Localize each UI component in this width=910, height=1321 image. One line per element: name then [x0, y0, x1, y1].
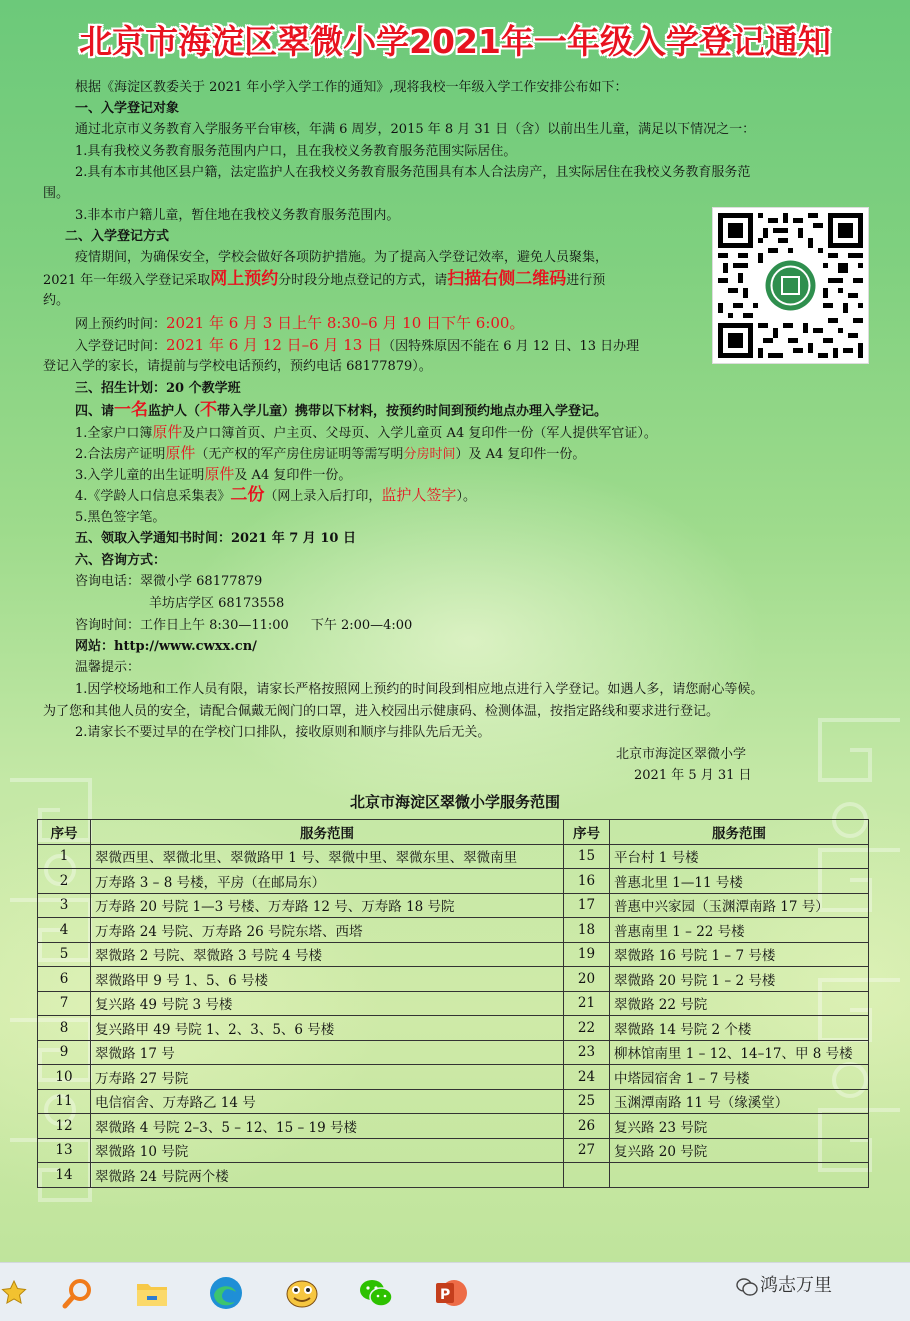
row-number: 10: [38, 1065, 91, 1090]
file-explorer-icon[interactable]: [134, 1275, 170, 1311]
row-number: [564, 1163, 610, 1188]
table-row: [38, 1138, 869, 1163]
row-number: 1: [38, 844, 91, 869]
row-range: 翠微路 2 号院、翠微路 3 号院 4 号楼: [91, 942, 564, 967]
qr-code-icon: [718, 213, 863, 358]
row-range: 电信宿舍、万寿路乙 14 号: [91, 1089, 564, 1114]
section-1-item: 1.具有我校义务教育服务范围内户口，且在我校义务教育服务范围实际居住。: [75, 144, 517, 159]
online-booking-time: 网上预约时间：2021 年 6 月 3 日上午 8:30–6 月 10 日下午 6:00。: [75, 314, 525, 332]
row-number: 27: [564, 1138, 610, 1163]
header-range: 服务范围: [610, 820, 869, 845]
row-number: 9: [38, 1040, 91, 1065]
section-2-paragraph: 2021 年一年级入学登记采取网上预约分时段分地点登记的方式，请扫描右侧二维码进行预: [43, 269, 606, 289]
section-2-heading: 二、入学登记方式: [65, 229, 170, 244]
row-number: 24: [564, 1065, 610, 1090]
row-number: 7: [38, 991, 91, 1016]
table-row: [38, 942, 869, 967]
section-2-paragraph: 疫情期间，为确保安全，学校会做好各项防护措施。为了提高入学登记效率，避免人员聚集，: [75, 250, 609, 265]
table-row: [38, 1040, 869, 1065]
header-no: 序号: [564, 820, 610, 845]
row-range: 普惠南里 1 – 22 号楼: [610, 918, 869, 943]
header-range: 服务范围: [91, 820, 564, 845]
phone-line: 咨询电话：翠微小学 68177879: [75, 574, 263, 589]
powerpoint-icon[interactable]: [432, 1275, 468, 1311]
row-range: 万寿路 24 号院、万寿路 26 号院东塔、西塔: [91, 918, 564, 943]
page-title: 北京市海淀区翠微小学2021年一年级入学登记通知: [79, 22, 831, 61]
section-4-heading: 四、请一名监护人（不带入学儿童）携带以下材料，按预约时间到预约地点办理入学登记。: [75, 400, 608, 420]
row-range: 翠微路 14 号院 2 个楼: [610, 1016, 869, 1041]
signature-date: 2021 年 5 月 31 日: [634, 768, 752, 783]
row-number: 20: [564, 967, 610, 992]
row-number: 25: [564, 1089, 610, 1114]
row-number: 14: [38, 1163, 91, 1188]
wechat-official-icon: [736, 1277, 758, 1297]
row-range: 翠微路 10 号院: [91, 1138, 564, 1163]
section-5-heading: 五、领取入学通知书时间：2021 年 7 月 10 日: [75, 531, 356, 546]
table-row: [38, 991, 869, 1016]
header-no: 序号: [38, 820, 91, 845]
row-range: 复兴路甲 49 号院 1、2、3、5、6 号楼: [91, 1016, 564, 1041]
material-item: 4.《学龄人口信息采集表》二份（网上录入后打印，监护人签字）。: [75, 485, 476, 505]
row-range: [610, 1163, 869, 1188]
row-range: 玉渊潭南路 11 号（缘溪堂）: [610, 1089, 869, 1114]
row-number: 16: [564, 869, 610, 894]
qr-code[interactable]: [713, 208, 868, 363]
row-number: 3: [38, 893, 91, 918]
row-range: 翠微路 4 号院 2–3、5 – 12、15 – 19 号楼: [91, 1114, 564, 1139]
tip-text: 2.请家长不要过早的在学校门口排队，接收原则和顺序与排队先后无关。: [75, 725, 491, 740]
row-number: 22: [564, 1016, 610, 1041]
row-range: 复兴路 20 号院: [610, 1138, 869, 1163]
row-range: 普惠中兴家园（玉渊潭南路 17 号）: [610, 893, 869, 918]
row-number: 13: [38, 1138, 91, 1163]
section-1-line: 通过北京市义务教育入学服务平台审核，年满 6 周岁，2015 年 8 月 31 日（含）以前出生儿童，满足以下情况之一：: [75, 122, 756, 137]
row-number: 21: [564, 991, 610, 1016]
intro-text: 根据《海淀区教委关于 2021 年小学入学工作的通知》,现将我校一年级入学工作安排公布如下：: [75, 80, 628, 95]
edge-browser-icon[interactable]: [208, 1275, 244, 1311]
game-app-icon[interactable]: [284, 1275, 320, 1311]
table-row: [38, 869, 869, 894]
consult-time: 咨询时间：工作日上午 8:30—11:00 下午 2:00—4:00: [75, 618, 413, 633]
row-range: 翠微路 22 号院: [610, 991, 869, 1016]
table-header-row: [38, 820, 869, 845]
row-range: 复兴路 23 号院: [610, 1114, 869, 1139]
svg-text:P: P: [440, 1287, 451, 1303]
table-row: [38, 1114, 869, 1139]
search-icon[interactable]: [60, 1275, 96, 1311]
row-number: 26: [564, 1114, 610, 1139]
service-range-table: [37, 819, 869, 1188]
table-row: [38, 893, 869, 918]
section-1-item: 2.具有本市其他区县户籍，法定监护人在我校义务教育服务范围具有本人合法房产，且实际居住在我校义务教育服务范: [75, 165, 751, 180]
row-range: 万寿路 27 号院: [91, 1065, 564, 1090]
section-2-paragraph-cont: 约。: [43, 293, 70, 308]
material-item: 5.黑色签字笔。: [75, 510, 166, 525]
row-range: 翠微路 20 号院 1 – 2 号楼: [610, 967, 869, 992]
row-range: 柳林馆南里 1 – 12、14–17、甲 8 号楼: [610, 1040, 869, 1065]
registration-note: 登记入学的家长，请提前与学校电话预约，预约电话 68177879）。: [43, 359, 432, 374]
pinned-star-icon[interactable]: [0, 1275, 32, 1311]
row-number: 19: [564, 942, 610, 967]
table-row: [38, 1016, 869, 1041]
material-item: 1.全家户口簿原件及户口簿首页、户主页、父母页、入学儿童页 A4 复印件一份（军人提供军官证）。: [75, 423, 657, 441]
row-number: 2: [38, 869, 91, 894]
tips-heading: 温馨提示：: [75, 660, 141, 675]
row-number: 4: [38, 918, 91, 943]
material-item: 3.入学儿童的出生证明原件及 A4 复印件一份。: [75, 465, 352, 483]
tip-text: 为了您和其他人员的安全，请配合佩戴无阀门的口罩，进入校园出示健康码、检测体温，按指定路线和要求进行登记。: [43, 704, 720, 719]
tip-text: 1.因学校场地和工作人员有限，请家长严格按照网上预约的时间段到相应地点进行入学登记。如遇人多，请您耐心等候。: [75, 682, 764, 697]
website-link[interactable]: http://www.cwxx.cn/: [114, 639, 257, 654]
section-1-item-cont: 围。: [43, 186, 70, 201]
registration-time: 入学登记时间：2021 年 6 月 12 日–6 月 13 日（因特殊原因不能在 6 月 12 日、13 日办理: [75, 336, 640, 354]
row-number: 23: [564, 1040, 610, 1065]
row-range: 普惠北里 1—11 号楼: [610, 869, 869, 894]
row-number: 15: [564, 844, 610, 869]
table-row: [38, 967, 869, 992]
row-number: 6: [38, 967, 91, 992]
table-row: [38, 1163, 869, 1188]
section-1-item: 3.非本市户籍儿童，暂住地在我校义务教育服务范围内。: [75, 208, 400, 223]
row-number: 18: [564, 918, 610, 943]
table-row: [38, 1089, 869, 1114]
table-row: [38, 918, 869, 943]
section-6-heading: 六、咨询方式：: [75, 553, 167, 568]
table-row: [38, 1065, 869, 1090]
phone-line-2: 羊坊店学区 68173558: [149, 596, 285, 611]
section-3-heading: 三、招生计划：20 个教学班: [75, 381, 241, 396]
highlight-scan-qr: 扫描右侧二维码: [447, 269, 567, 289]
table-row: [38, 844, 869, 869]
section-1-heading: 一、入学登记对象: [75, 101, 180, 116]
service-range-title: 北京市海淀区翠微小学服务范围: [349, 793, 560, 811]
row-number: 5: [38, 942, 91, 967]
row-range: 万寿路 3 – 8 号楼，平房（在邮局东）: [91, 869, 564, 894]
row-range: 翠微西里、翠微北里、翠微路甲 1 号、翠微中里、翠微东里、翠微南里: [91, 844, 564, 869]
row-number: 17: [564, 893, 610, 918]
row-range: 翠微路 16 号院 1 – 7 号楼: [610, 942, 869, 967]
row-range: 翠微路 24 号院两个楼: [91, 1163, 564, 1188]
watermark: 鸿志万里: [760, 1275, 832, 1296]
material-item: 2.合法房产证明原件（无产权的军产房住房证明等需写明分房时间）及 A4 复印件一份。: [75, 444, 586, 462]
row-range: 翠微路甲 9 号 1、5、6 号楼: [91, 967, 564, 992]
row-range: 平台村 1 号楼: [610, 844, 869, 869]
row-number: 12: [38, 1114, 91, 1139]
row-range: 翠微路 17 号: [91, 1040, 564, 1065]
signature-org: 北京市海淀区翠微小学: [616, 747, 747, 762]
row-range: 中塔园宿舍 1 – 7 号楼: [610, 1065, 869, 1090]
wechat-icon[interactable]: [358, 1275, 394, 1311]
row-range: 复兴路 49 号院 3 号楼: [91, 991, 564, 1016]
highlight-online-booking: 网上预约: [210, 269, 279, 289]
website-line: 网站：http://www.cwxx.cn/: [75, 639, 257, 654]
row-range: 万寿路 20 号院 1—3 号楼、万寿路 12 号、万寿路 18 号院: [91, 893, 564, 918]
row-number: 11: [38, 1089, 91, 1114]
row-number: 8: [38, 1016, 91, 1041]
